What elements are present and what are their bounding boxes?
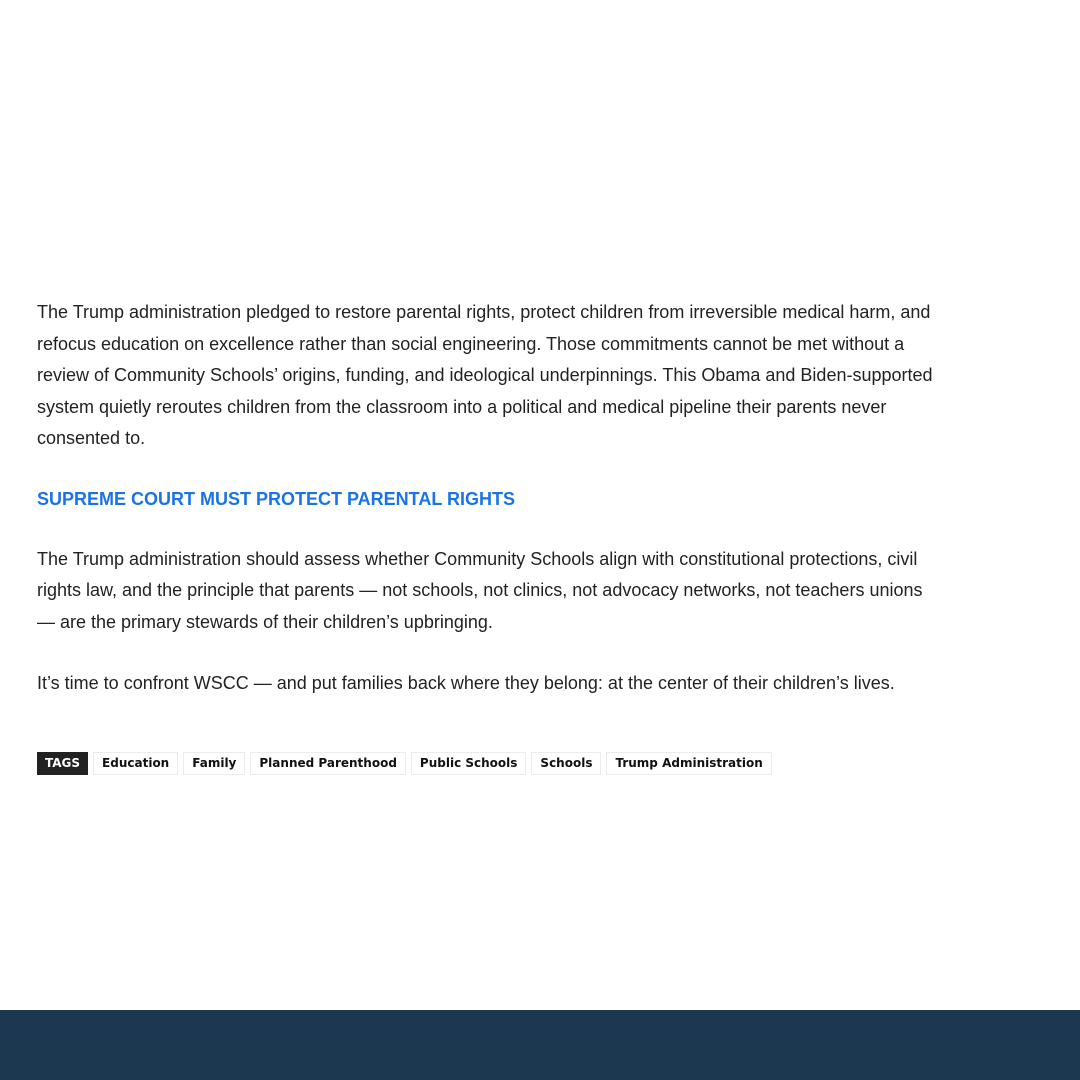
article-paragraph: It’s time to confront WSCC — and put families back where they belong: at the center of their children’s lives. (37, 673, 895, 693)
tag-link-public-schools[interactable]: Public Schools (411, 752, 527, 775)
footer-bar (0, 1010, 1080, 1080)
article-paragraph: The Trump administration should assess whether Community Schools align with constitutional protections, civil rights law, and the principle that parents — not schools, not clinics, not advocacy networks, not teachers unions — are the primary stewards of their children’s upbringing. (37, 548, 923, 632)
tag-link-schools[interactable]: Schools (531, 752, 601, 775)
tags-row (37, 752, 772, 775)
section-heading-link[interactable]: SUPREME COURT MUST PROTECT PARENTAL RIGHTS (37, 488, 516, 509)
tag-link-family[interactable]: Family (183, 752, 245, 775)
article-paragraph: The Trump administration pledged to restore parental rights, protect children from irreversible medical harm, and refocus education on excellence rather than social engineering. Those commitments cannot be met without a review of Community Schools’ origins, funding, and ideological underpinnings. This Obama and Biden-supported system quietly reroutes children from the classroom into a political and medical pipeline their parents never consented to. (37, 302, 933, 448)
article-body (37, 297, 937, 700)
tag-link-planned-parenthood[interactable]: Planned Parenthood (250, 752, 406, 775)
tag-link-trump-administration[interactable]: Trump Administration (606, 752, 771, 775)
tag-link-education[interactable]: Education (93, 752, 178, 775)
tags-label: TAGS (37, 752, 88, 775)
